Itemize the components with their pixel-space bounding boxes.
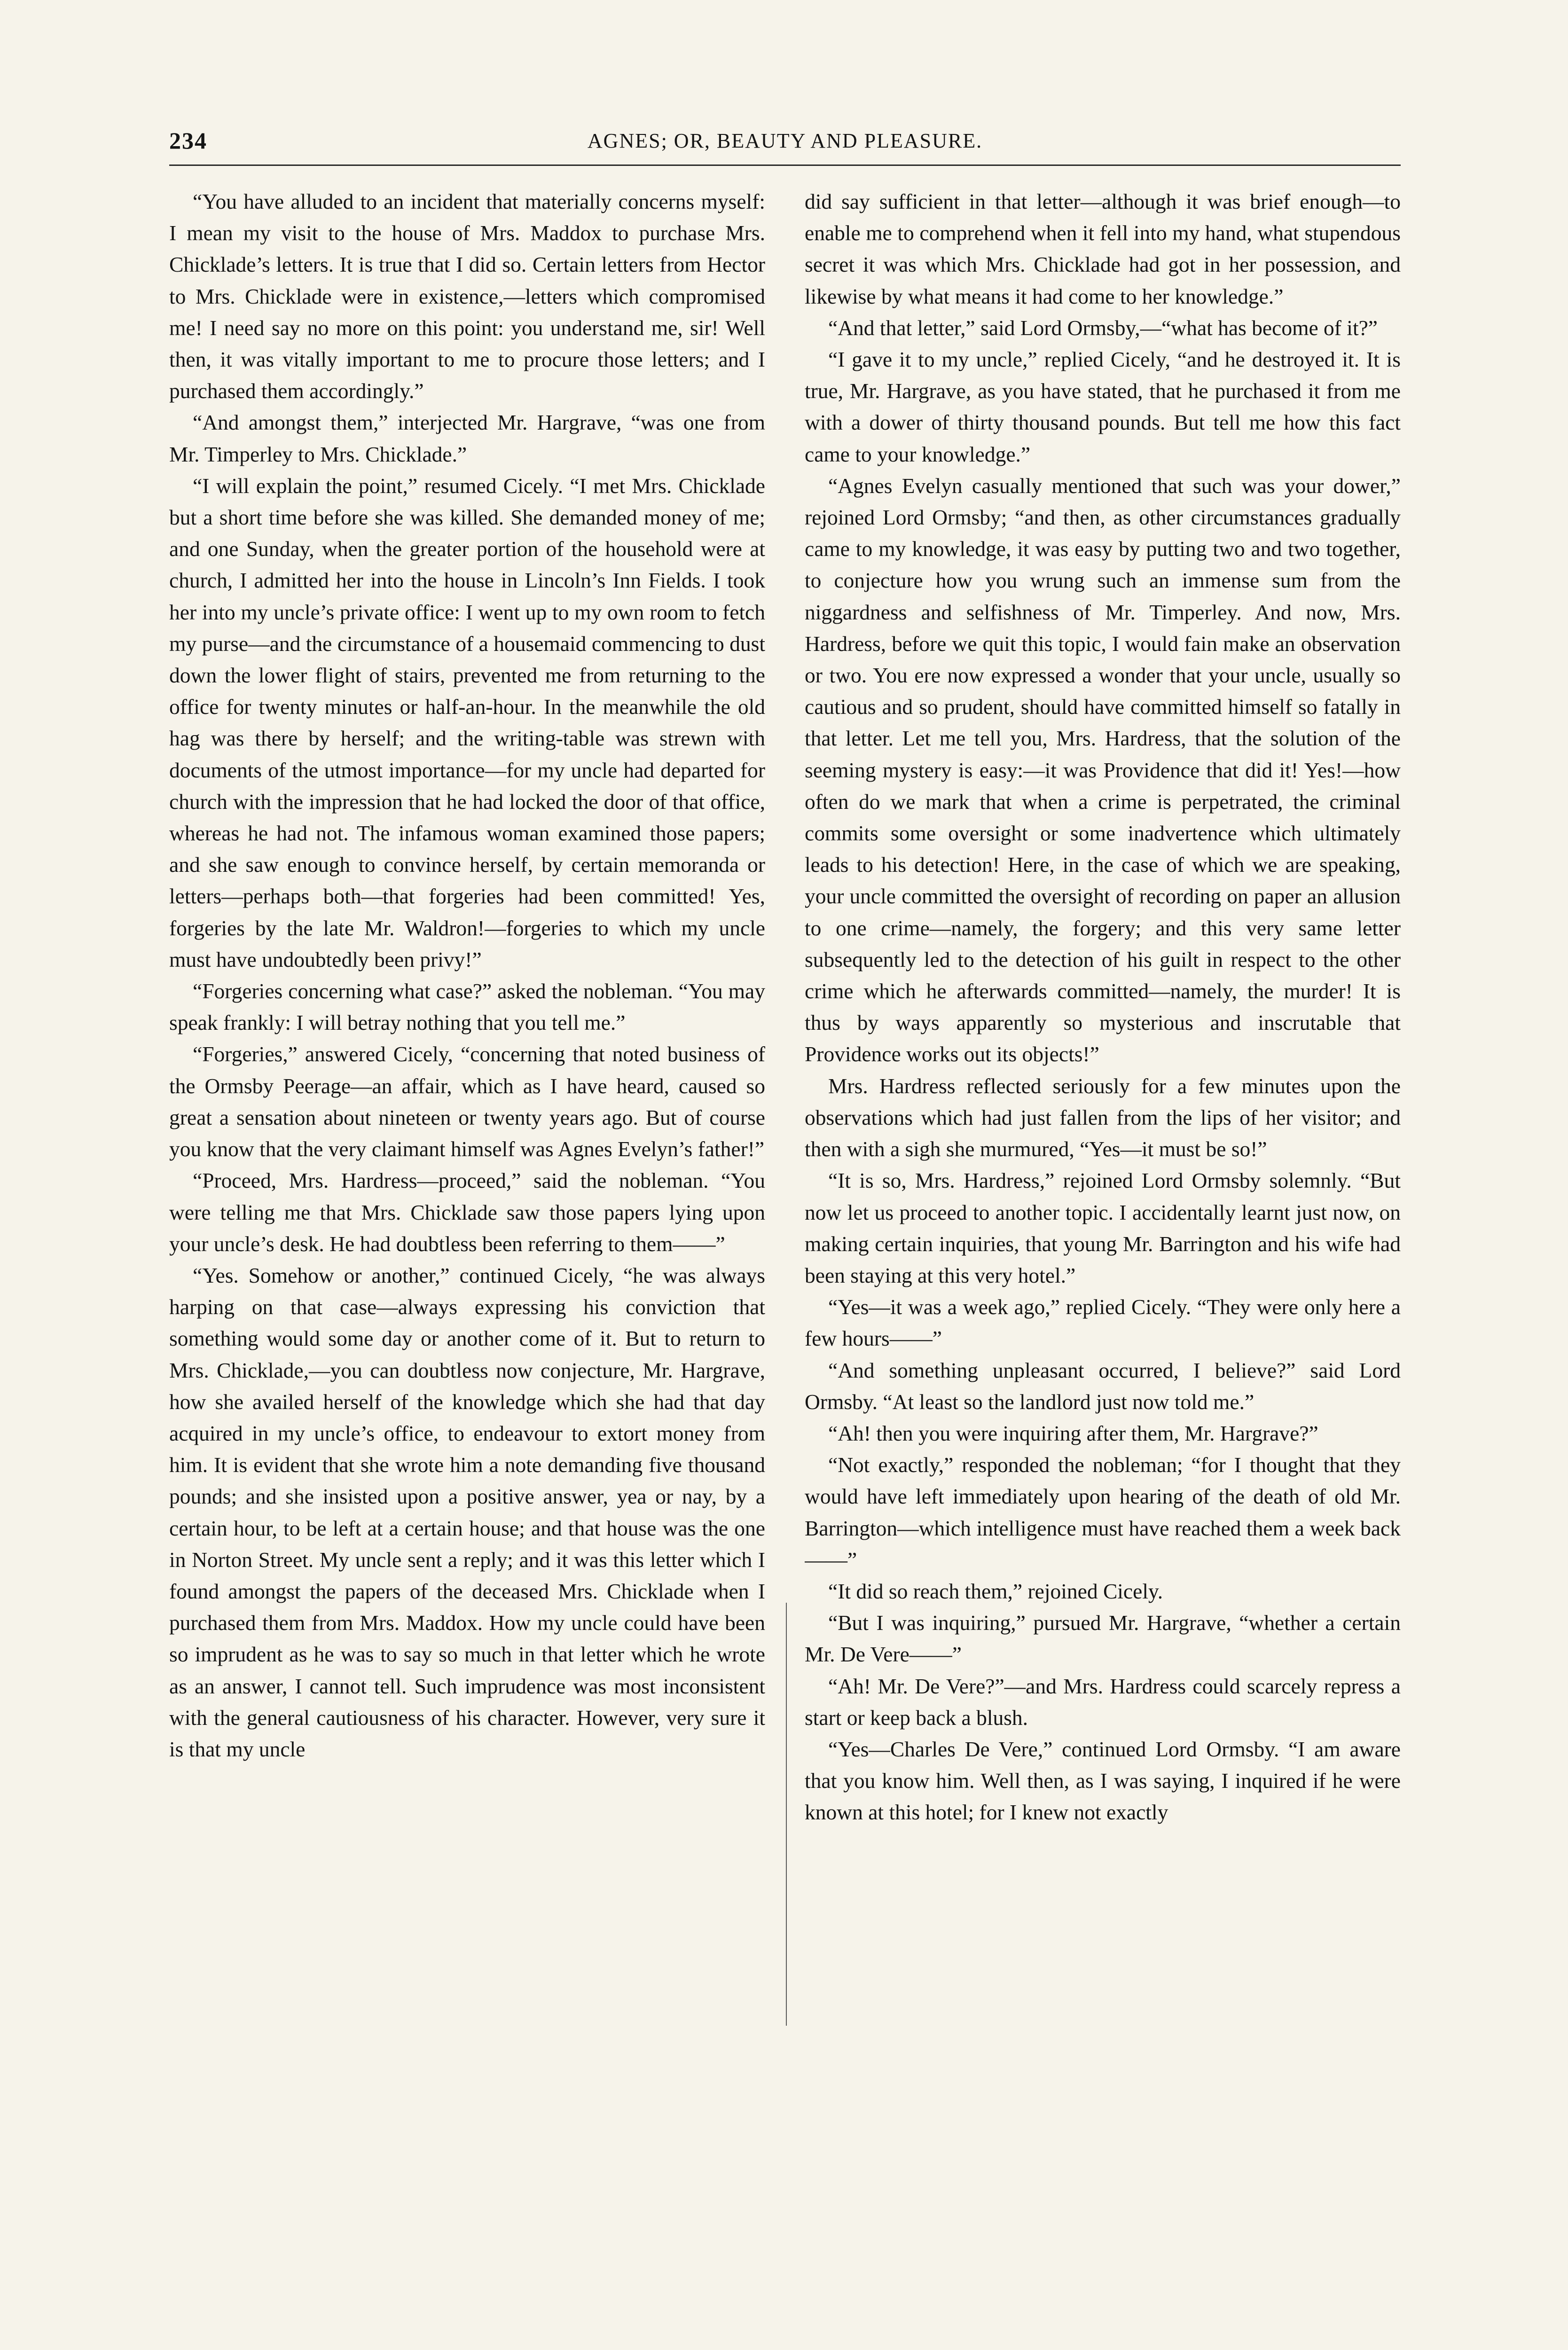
paragraph: “Yes. Somehow or another,” continued Cicely, “he was always harping on that case—always expressing his conviction that something would some day or another come of it. But to return to Mrs. Chicklade,—you can doubtless now conjecture, Mr. Hargrave, how she availed herself of the knowledge which she had that day acquired in my uncle’s office, to endeavour to extort money from him. It is evident that she wrote him a note demanding five thousand pounds; and she insisted upon a positive answer, yea or nay, by a certain hour, to be left at a certain house; and that house was the one in Norton Street. My uncle sent a reply; and it was this letter which I found amongst the papers of the deceased Mrs. Chicklade when I purchased them from Mrs. Maddox. How my uncle could have been so imprudent as he was to say so much in that letter which he wrote as an answer, I cannot tell. Such imprudence was most inconsistent with the general cautiousness of his character. However, very sure it is that my uncle: [169, 1263, 765, 1761]
page-header: [169, 127, 1401, 160]
paragraph: “Proceed, Mrs. Hardress—proceed,” said the nobleman. “You were telling me that Mrs. Chicklade saw those papers lying upon your uncle’s desk. He had doubtless been referring to them——”: [169, 1168, 765, 1256]
paragraph: “And something unpleasant occurred, I believe?” said Lord Ormsby. “At least so the landlord just now told me.”: [805, 1358, 1401, 1414]
paragraph: Mrs. Hardress reflected seriously for a few minutes upon the observations which had just fallen from the lips of her visitor; and then with a sigh she murmured, “Yes—it must be so!”: [805, 1073, 1401, 1161]
paragraph: “And amongst them,” interjected Mr. Hargrave, “was one from Mr. Timperley to Mrs. Chicklade.”: [169, 410, 765, 466]
paragraph: “Ah! Mr. De Vere?”—and Mrs. Hardress could scarcely repress a start or keep back a blush.: [805, 1674, 1401, 1730]
right-column: [805, 186, 1401, 2350]
running-title: AGNES; OR, BEAUTY AND PLEASURE.: [587, 129, 983, 152]
paragraph: “I will explain the point,” resumed Cicely. “I met Mrs. Chicklade but a short time before she was killed. She demanded money of me; and one Sunday, when the greater portion of the household were at church, I admitted her into the house in Lincoln’s Inn Fields. I took her into my uncle’s private office: I went up to my own room to fetch my purse—and the circumstance of a housemaid commencing to dust down the lower flight of stairs, prevented me from returning to the office for twenty minutes or half-an-hour. In the meanwhile the old hag was there by herself; and the writing-table was strewn with documents of the utmost importance—for my uncle had departed for church with the impression that he had locked the door of that office, whereas he had not. The infamous woman examined those papers; and she saw enough to convince herself, by certain memoranda or letters—perhaps both—that forgeries had been committed! Yes, forgeries by the late Mr. Waldron!—forgeries to which my uncle must have undoubtedly been privy!”: [169, 473, 765, 971]
paragraph: “I gave it to my uncle,” replied Cicely, “and he destroyed it. It is true, Mr. Hargrave, as you have stated, that he purchased it from me with a dower of thirty thousand pounds. But tell me how this fact came to your knowledge.”: [805, 347, 1401, 466]
paragraph: “It did so reach them,” rejoined Cicely.: [828, 1579, 1163, 1603]
left-column: [169, 186, 765, 2350]
page-number: 234: [169, 127, 207, 154]
paragraph: “And that letter,” said Lord Ormsby,—“what has become of it?”: [828, 315, 1378, 340]
column-divider: [786, 1603, 787, 2026]
paragraph: “Agnes Evelyn casually mentioned that such was your dower,” rejoined Lord Ormsby; “and then, as other circumstances gradually came to my knowledge, it was easy by putting two and two together, to conjecture how you wrung such an immense sum from the niggardness and selfishness of Mr. Timperley. And now, Mrs. Hardress, before we quit this topic, I would fain make an observation or two. You ere now expressed a wonder that your uncle, usually so cautious and so prudent, should have committed himself so fatally in that letter. Let me tell you, Mrs. Hardress, that the solution of the seeming mystery is easy:—it was Providence that did it! Yes!—how often do we mark that when a crime is perpetrated, the criminal commits some oversight or some inadvertence which ultimately leads to his detection! Here, in the case of which we are speaking, your uncle committed the oversight of recording on paper an allusion to one crime—namely, the forgery; and this very same letter subsequently led to the detection of his guilt in respect to the other crime which he afterwards committed—namely, the murder! It is thus by ways apparently so mysterious and inscrutable that Providence works out its objects!”: [805, 473, 1401, 1066]
paragraph: “Forgeries,” answered Cicely, “concerning that noted business of the Ormsby Peerage—an affair, which as I have heard, caused so great a sensation about nineteen or twenty years ago. But of course you know that the very claimant himself was Agnes Evelyn’s father!”: [169, 1042, 765, 1161]
paragraph: “Not exactly,” responded the nobleman; “for I thought that they would have left immediately upon hearing of the death of old Mr. Barrington—which intelligence must have reached them a week back——”: [805, 1453, 1401, 1572]
paragraph: “It is so, Mrs. Hardress,” rejoined Lord Ormsby solemnly. “But now let us proceed to another topic. I accidentally learnt just now, on making certain inquiries, that young Mr. Barrington and his wife had been staying at this very hotel.”: [805, 1168, 1401, 1287]
paragraph: did say sufficient in that letter—although it was brief enough—to enable me to comprehend when it fell into my hand, what stupendous secret it was which Mrs. Chicklade had got in her possession, and likewise by what means it had come to her knowledge.”: [805, 189, 1401, 308]
paragraph: “Yes—Charles De Vere,” continued Lord Ormsby. “I am aware that you know him. Well then, as I was saying, I inquired if he were known at this hotel; for I knew not exactly: [805, 1737, 1401, 1825]
paragraph: “You have alluded to an incident that materially concerns myself: I mean my visit to the house of Mrs. Maddox to purchase Mrs. Chicklade’s letters. It is true that I did so. Certain letters from Hector to Mrs. Chicklade were in existence,—letters which compromised me! I need say no more on this point: you understand me, sir! Well then, it was vitally important to me to procure those letters; and I purchased them accordingly.”: [169, 189, 765, 403]
paragraph: “Yes—it was a week ago,” replied Cicely. “They were only here a few hours——”: [805, 1295, 1401, 1351]
paragraph: “Ah! then you were inquiring after them, Mr. Hargrave?”: [828, 1421, 1318, 1445]
paragraph: “Forgeries concerning what case?” asked the nobleman. “You may speak frankly: I will betray nothing that you tell me.”: [169, 979, 765, 1035]
header-rule: [169, 164, 1401, 166]
paragraph: “But I was inquiring,” pursued Mr. Hargrave, “whether a certain Mr. De Vere——”: [805, 1611, 1401, 1667]
